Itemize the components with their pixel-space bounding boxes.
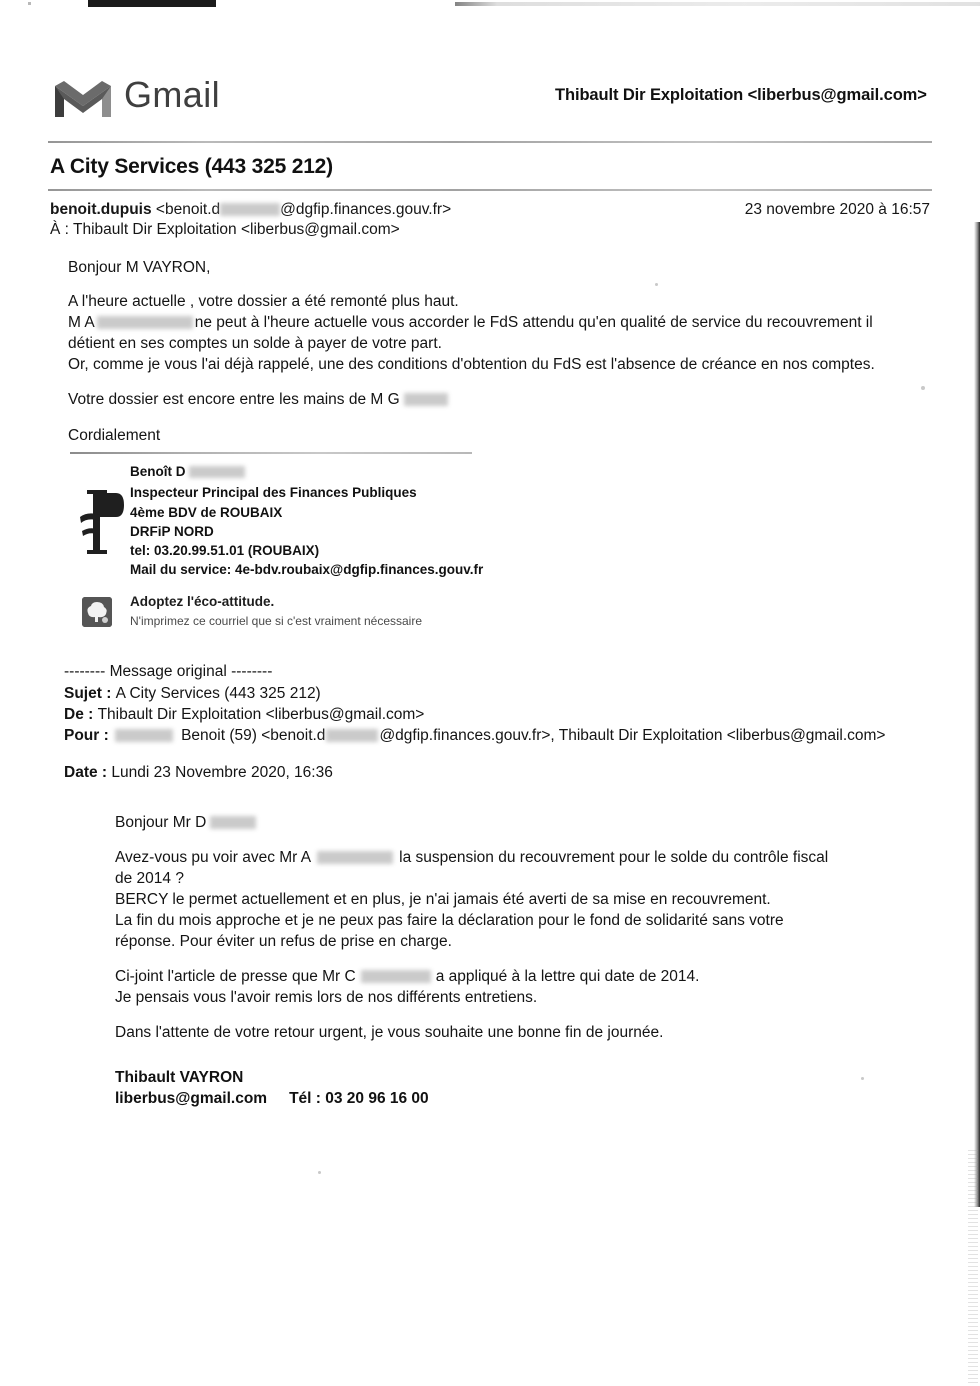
body-paragraph-2-post: ne peut à l'heure actuelle vous accorder le FdS attendu qu'en qualité de service du recouvrement il [194,314,873,331]
quoted-signature-phone: Tél : 03 20 96 16 00 [289,1090,429,1107]
quoted-signature-contact [115,1090,429,1108]
redaction-original-to-email [326,729,378,742]
divider-top [48,141,932,143]
original-subject-label: Sujet : [64,685,116,702]
scan-artifact-top-left-bar [88,0,216,7]
email-subject: A City Services (443 325 212) [50,155,333,178]
gmail-wordmark: Gmail [124,74,221,115]
original-from-value: Thibault Dir Exploitation <liberbus@gmail.com> [97,706,425,723]
body-paragraph-4-pre: Votre dossier est encore entre les mains de M G [68,391,400,408]
message-date: 23 novembre 2020 à 16:57 [744,201,930,218]
body-paragraph-4 [68,389,448,410]
eco-subtitle: N'imprimez ce courriel que si c'est vraiment nécessaire [130,614,423,628]
eco-title: Adoptez l'éco-attitude. [130,594,275,609]
divider-under-subject [48,189,932,191]
republique-francaise-icon [76,487,124,557]
body-closing: Cordialement [68,427,161,444]
quoted-paragraph-5: Dans l'attente de votre retour urgent, je vous souhaite une bonne fin de journée. [115,1024,664,1041]
redaction-name-g [404,393,448,406]
quoted-greeting [115,812,256,834]
body-paragraph-2-pre: M A [68,314,95,331]
scan-artifact-right-noise [968,1150,978,1386]
quoted-paragraph-3-line2: réponse. Pour éviter un refus de prise en charge. [115,933,452,950]
sender-email-suffix: @dgfip.finances.gouv.fr> [280,201,452,218]
scan-artifact-right-edge [974,222,980,1207]
sender-email-prefix: <benoit.d [151,201,221,218]
scan-speck [861,1077,864,1080]
quoted-paragraph-4-line2: Je pensais vous l'avoir remis lors de nos différents entretiens. [115,989,538,1006]
scan-speck [318,1171,321,1174]
original-date-label: Date : [64,764,112,781]
redaction-name-mr-a [317,851,393,864]
scan-artifact-tick [28,2,31,5]
signature-directorate: DRFiP NORD [130,524,214,539]
original-subject [64,685,321,703]
quoted-paragraph-3-line1: La fin du mois approche et je ne peux pas faire la déclaration pour le fond de solidarité sans votre [115,912,784,929]
quoted-paragraph-1 [115,847,915,869]
original-to-label: Pour : [64,727,114,744]
original-date [64,764,333,782]
signature-service-mail: Mail du service: 4e-bdv.roubaix@dgfip.finances.gouv.fr [130,562,484,577]
original-to [64,727,886,745]
original-from-label: De : [64,706,98,723]
body-greeting: Bonjour M VAYRON, [68,259,211,276]
body-paragraph-3: Or, comme je vous l'ai déjà rappelé, une des conditions d'obtention du FdS est l'absence de créance en nos comptes. [68,356,875,373]
original-to-tail: @dgfip.finances.gouv.fr>, Thibault Dir Exploitation <liberbus@gmail.com> [379,727,886,744]
redaction-sender-email [220,203,280,216]
account-identity: Thibault Dir Exploitation <liberbus@gmail.com> [555,86,927,104]
scan-speck [921,386,925,390]
sender-line [50,201,451,219]
signature-divider [70,452,472,454]
tree-eco-icon [82,597,112,627]
quoted-p1-post: la suspension du recouvrement pour le solde du contrôle fiscal [399,849,829,866]
sender-name: benoit.dupuis [50,201,152,218]
body-paragraph-1: A l'heure actuelle , votre dossier a été remonté plus haut. [68,293,459,310]
quoted-p4-post: a appliqué à la lettre qui date de 2014. [435,968,700,985]
scan-speck [655,283,658,286]
quoted-p1-pre: Avez-vous pu voir avec Mr A [115,849,312,866]
original-date-value: Lundi 23 Novembre 2020, 16:36 [111,764,333,781]
quoted-p4-pre: Ci-joint l'article de presse que Mr C [115,968,356,985]
original-to-mid: Benoit (59) <benoit.d [181,727,326,744]
quoted-signature-email: liberbus@gmail.com [115,1090,268,1107]
signature-title: Inspecteur Principal des Finances Publiques [130,485,417,500]
original-message-divider: -------- Message original -------- [64,663,273,680]
scan-artifact-top-right-streak [455,2,980,6]
quoted-greeting-pre: Bonjour Mr D [115,814,207,831]
quoted-signature-name: Thibault VAYRON [115,1069,244,1086]
recipient-value: Thibault Dir Exploitation <liberbus@gmail.com> [72,221,400,238]
gmail-logo-icon [52,76,114,120]
original-from [64,706,424,724]
signature-name [130,464,245,479]
signature-unit: 4ème BDV de ROUBAIX [130,505,283,520]
recipient-line [50,221,400,239]
redaction-quoted-greeting-name [210,816,256,829]
quoted-paragraph-1-line2: de 2014 ? [115,870,184,887]
redaction-name-mr-c [361,970,431,983]
signature-name-prefix: Benoît D [130,464,186,479]
quoted-paragraph-4 [115,966,699,988]
original-subject-value: A City Services (443 325 212) [115,685,321,702]
body-paragraph-2 [68,312,928,333]
recipient-label: À : [50,221,73,238]
body-paragraph-2-line2: détient en ses comptes un solde à payer de votre part. [68,335,442,352]
signature-phone: tel: 03.20.99.51.01 (ROUBAIX) [130,543,320,558]
quoted-paragraph-2: BERCY le permet actuellement et en plus, je n'ai jamais été averti de sa mise en recouvrement. [115,891,771,908]
redaction-name-a [97,316,193,329]
redaction-original-to-name [115,729,173,742]
redaction-signature-name [189,466,245,478]
